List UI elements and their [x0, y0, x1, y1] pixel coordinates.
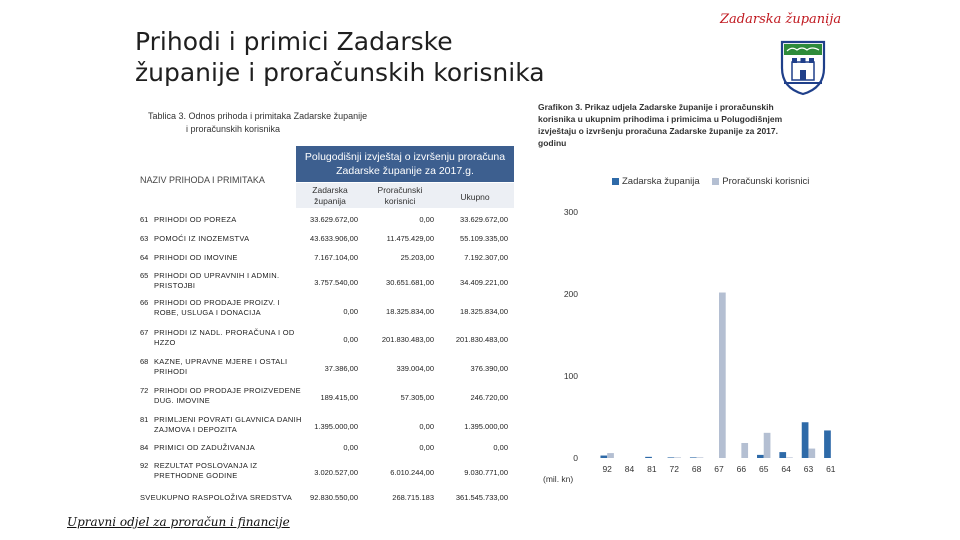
- row-total-value: 1.395.000,00: [464, 422, 508, 431]
- row-users-value: 18.325.834,00: [386, 307, 434, 316]
- row-county-value: 1.395.000,00: [314, 422, 358, 431]
- row-county-value: 33.629.672,00: [310, 215, 358, 224]
- row-users-value: 0,00: [419, 215, 434, 224]
- bar-county: [802, 422, 809, 458]
- row-total-value: 18.325.834,00: [460, 307, 508, 316]
- row-code: 66: [140, 298, 149, 307]
- total-label: SVEUKUPNO RASPOLOŽIVA SREDSTVA: [140, 493, 293, 502]
- row-name: PRIHODI OD IMOVINE: [154, 253, 238, 262]
- chart-caption: Grafikon 3. Prikaz udjela Zadarske županije i proračunskih korisnika u ukupnim prihodima i primicima u Polugodišnjem izvještaju o izvršenju proračuna Zadarske županije za 2017. godinu: [538, 102, 783, 148]
- bar-users: [764, 433, 771, 458]
- bar-county: [600, 456, 607, 458]
- chart-unit-label: (mil. kn): [543, 474, 574, 484]
- row-code: 92: [140, 461, 149, 470]
- bar-users: [741, 443, 748, 458]
- row-users-value: 201.830.483,00: [381, 335, 434, 344]
- x-tick-label: 66: [736, 464, 747, 474]
- row-code: 72: [140, 386, 149, 395]
- row-code: 81: [140, 415, 149, 424]
- x-tick-label: 63: [803, 464, 814, 474]
- column-header-users: Proračunski korisnici: [377, 185, 423, 206]
- row-name: KAZNE, UPRAVNE MJERE I OSTALI PRIHODI: [154, 357, 288, 376]
- x-tick-label: 72: [669, 464, 680, 474]
- page-title: Prihodi i primici Zadarske županije i proračunskih korisnika: [135, 27, 545, 87]
- table-caption-line2: i proračunskih korisnika: [186, 124, 281, 134]
- footer-department: Upravni odjel za proračun i financije: [67, 515, 290, 529]
- y-tick-label: 300: [563, 207, 578, 217]
- row-users-value: 6.010.244,00: [390, 468, 434, 477]
- row-total-value: 7.192.307,00: [464, 253, 508, 262]
- row-total-value: 246.720,00: [470, 393, 508, 402]
- row-name: REZULTAT POSLOVANJA IZ PRETHODNE GODINE: [154, 461, 258, 480]
- row-code: 68: [140, 357, 149, 366]
- row-name: PRIMICI OD ZADUŽIVANJA: [154, 443, 256, 452]
- row-name: PRIHODI OD PRODAJE PROIZV. I ROBE, USLUGA I DONACIJA: [154, 298, 281, 317]
- bar-county: [779, 452, 786, 458]
- bar-users: [674, 457, 681, 458]
- row-users-value: 339.004,00: [396, 364, 434, 373]
- column-header-total: Ukupno: [460, 192, 490, 202]
- row-users-value: 0,00: [419, 422, 434, 431]
- row-county-value: 189.415,00: [320, 393, 358, 402]
- row-name: PRIHODI OD UPRAVNIH I ADMIN. PRISTOJBI: [154, 271, 280, 290]
- y-tick-label: 200: [563, 289, 578, 299]
- row-total-value: 201.830.483,00: [455, 335, 508, 344]
- x-tick-label: 92: [602, 464, 612, 474]
- row-county-value: 43.633.906,00: [310, 234, 358, 243]
- x-tick-label: 64: [781, 464, 791, 474]
- row-code: 67: [140, 328, 149, 337]
- x-tick-label: 67: [714, 464, 724, 474]
- bar-users: [697, 457, 704, 458]
- coat-of-arms-icon: [778, 38, 828, 96]
- column-header-county: Zadarska županija: [312, 185, 348, 206]
- bar-users: [719, 293, 726, 458]
- bar-county: [757, 455, 764, 458]
- x-tick-label: 61: [826, 464, 836, 474]
- table-caption-line1: Tablica 3. Odnos prihoda i primitaka Zadarske županije: [148, 111, 368, 121]
- y-tick-label: 0: [573, 453, 578, 463]
- row-code: 64: [140, 253, 149, 262]
- y-tick-label: 100: [563, 371, 578, 381]
- row-users-value: 11.475.429,00: [386, 234, 434, 243]
- bar-county: [824, 430, 831, 458]
- chart-legend: [612, 176, 809, 187]
- table-group-header: Polugodišnji izvještaj o izvršenju proračuna Zadarske županije za 2017.g.: [304, 151, 506, 177]
- x-tick-label: 84: [624, 464, 635, 474]
- x-tick-label: 65: [758, 464, 769, 474]
- total-users-value: 268.715.183: [392, 493, 434, 502]
- row-name: PRIHODI OD POREZA: [154, 215, 237, 224]
- row-total-value: 34.409.221,00: [460, 278, 508, 287]
- row-county-value: 0,00: [343, 443, 358, 452]
- row-users-value: 0,00: [419, 443, 434, 452]
- legend-label-county: Zadarska županija: [622, 176, 700, 187]
- row-total-value: 9.030.771,00: [464, 468, 508, 477]
- row-code: 84: [140, 443, 149, 452]
- x-tick-label: 81: [647, 464, 657, 474]
- row-name: PRIHODI IZ NADL. PRORAČUNA I OD HZZO: [154, 328, 295, 347]
- x-tick-label: 68: [691, 464, 702, 474]
- table-caption: [148, 110, 408, 136]
- row-total-value: 55.109.335,00: [460, 234, 508, 243]
- row-code: 63: [140, 234, 149, 243]
- bar-county: [645, 457, 652, 458]
- bar-chart: [540, 200, 850, 480]
- row-users-value: 25.203,00: [400, 253, 434, 262]
- row-name: POMOĆI IZ INOZEMSTVA: [154, 234, 250, 243]
- row-users-value: 57.305,00: [400, 393, 434, 402]
- row-county-value: 0,00: [343, 335, 358, 344]
- bar-county: [668, 457, 675, 458]
- row-county-value: 7.167.104,00: [314, 253, 358, 262]
- row-county-value: 3.757.540,00: [314, 278, 358, 287]
- row-total-value: 0,00: [493, 443, 508, 452]
- bar-users: [607, 453, 614, 458]
- brand-name: Zadarska županija: [720, 12, 842, 27]
- row-code: 61: [140, 215, 149, 224]
- row-total-value: 376.390,00: [470, 364, 508, 373]
- row-name: PRIMLJENI POVRATI GLAVNICA DANIH ZAJMOVA I DEPOZITA: [154, 415, 302, 434]
- row-users-value: 30.651.681,00: [386, 278, 434, 287]
- row-name: PRIHODI OD PRODAJE PROIZVEDENE DUG. IMOVINE: [154, 386, 301, 405]
- row-total-value: 33.629.672,00: [460, 215, 508, 224]
- bar-users: [786, 457, 793, 458]
- total-county-value: 92.830.550,00: [310, 493, 358, 502]
- total-value: 361.545.733,00: [455, 493, 508, 502]
- legend-label-users: Proračunski korisnici: [722, 176, 810, 187]
- legend-swatch-users: [712, 178, 719, 185]
- row-county-value: 0,00: [343, 307, 358, 316]
- row-county-value: 37.386,00: [324, 364, 358, 373]
- row-county-value: 3.020.527,00: [314, 468, 358, 477]
- legend-swatch-county: [612, 178, 619, 185]
- row-code: 65: [140, 271, 149, 280]
- bar-users: [808, 449, 815, 458]
- bar-county: [690, 457, 697, 458]
- table-left-header: NAZIV PRIHODA I PRIMITAKA: [140, 175, 265, 185]
